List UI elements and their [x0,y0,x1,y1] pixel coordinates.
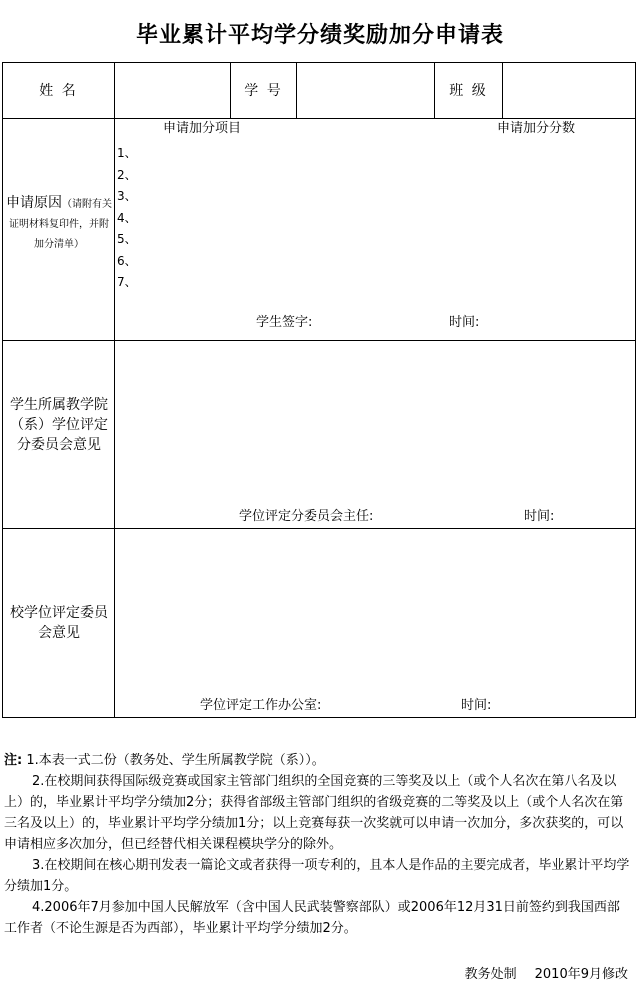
class-input-cell[interactable] [503,73,633,109]
list-item[interactable]: 7、 [117,275,137,289]
department-time-label: 时间: [524,509,555,524]
items-list [117,143,137,294]
reason-label [5,193,113,253]
department-opinion-label: 学生所属教学院（系）学位评定分委员会意见 [10,397,108,453]
list-item[interactable]: 3、 [117,189,137,203]
reason-note-text: （请附有关证明材料复印件，并附加分清单） [9,199,112,250]
degree-office-signature-label: 学位评定工作办公室: [200,698,322,713]
class-label: 班 级 [449,83,488,99]
notes-label: 注: [4,753,23,768]
revision-date: 2010年9月修改 [534,967,628,982]
school-time-label: 时间: [461,698,492,713]
student-id-input-cell[interactable] [297,73,433,109]
issuer-text: 教务处制 [464,967,517,982]
school-opinion-label: 校学位评定委员会意见 [10,605,108,641]
student-id-label: 学 号 [244,83,283,99]
reason-main-text: 申请原因 [6,195,62,211]
list-item[interactable]: 1、 [117,146,137,160]
items-header: 申请加分项目 [163,121,242,136]
name-input-cell[interactable] [115,73,229,109]
list-item[interactable]: 4、 [117,210,137,225]
note-1 [4,750,632,771]
department-chair-signature-label: 学位评定分委员会主任: [239,509,374,524]
note-2: 2.在校期间获得国际级竞赛或国家主管部门组织的全国竞赛的三等奖及以上（或个人名次在第八名及以上）的，毕业累计平均学分绩加2分；获得省部级主管部门组织的省级竞赛的二等奖及以上（或个人名次在第三名及以上）的，毕业累计平均学分绩加1分；以上竞赛每获一次奖就可以申请一次加分，多次获奖的，可以申请相应多次加分，但已经替代相关课程模块学分的除外。 [4,774,624,852]
note-4: 4.2006年7月参加中国人民解放军（含中国人民武装警察部队）或2006年12月31日前签约到我国西部工作者（不论生源是否为西部），毕业累计平均学分绩加2分。 [4,900,620,936]
row-divider [3,340,635,341]
note-3: 3.在校期间在核心期刊发表一篇论文或者获得一项专利的，且本人是作品的主要完成者，毕业累计平均学分绩加1分。 [4,858,630,894]
list-item[interactable]: 5、 [117,232,137,246]
note-1-text: 1.本表一式二份（教务处、学生所属教学院（系））。 [26,753,325,768]
application-form-table [2,62,636,718]
form-title: 毕业累计平均学分绩奖励加分申请表 [135,22,504,48]
department-opinion-area[interactable] [115,343,635,503]
notes-section [4,750,632,939]
list-item[interactable]: 6、 [117,253,137,268]
student-time-label: 时间: [449,315,480,330]
student-signature-label: 学生签字: [256,315,313,330]
points-header: 申请加分分数 [497,121,576,136]
footer [465,966,628,984]
list-item[interactable]: 2、 [117,167,137,182]
name-label: 姓 名 [39,83,78,99]
row-divider [3,528,635,529]
school-opinion-area[interactable] [115,531,635,691]
